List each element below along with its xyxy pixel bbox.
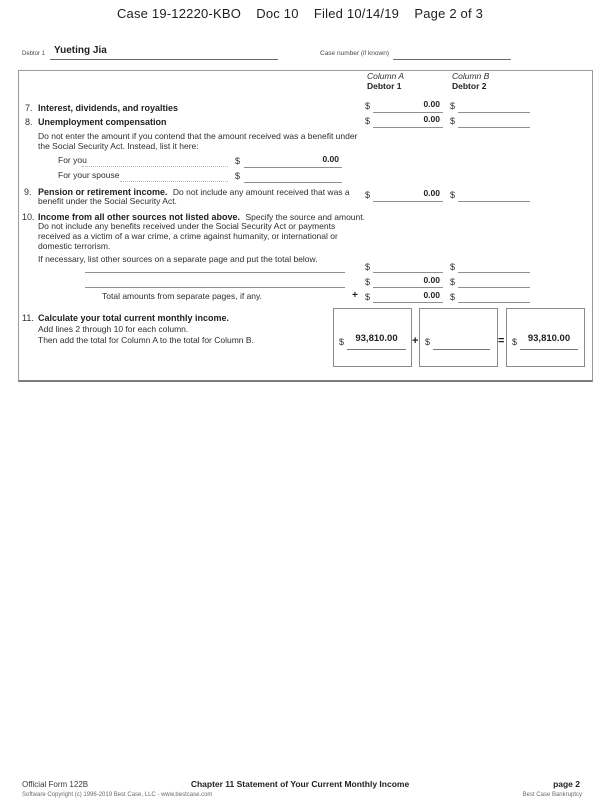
line10-number: 10. <box>22 212 35 222</box>
line8-title: Unemployment compensation <box>38 117 167 127</box>
case-number-field <box>393 59 511 60</box>
line11-sub1: Add lines 2 through 10 for each column. <box>38 324 189 334</box>
line9-title-rest2: benefit under the Social Security Act. <box>38 196 177 206</box>
column-a-subtitle: Debtor 1 <box>367 81 402 91</box>
source1-col-b-field <box>458 260 530 273</box>
source2-col-b-dollar: $ <box>450 277 456 287</box>
line10-rest2: Do not include any benefits received under the Social Security Act or payments <box>38 221 336 231</box>
source2-col-a-dollar: $ <box>365 277 371 287</box>
line10-note: If necessary, list other sources on a separate page and put the total below. <box>38 254 318 264</box>
line11-sub2: Then add the total for Column A to the total for Column B. <box>38 335 254 345</box>
total-col-b-dollar: $ <box>450 292 456 302</box>
total-box-combined-field: 93,810.00 <box>520 333 578 350</box>
line9-title-bold: Pension or retirement income. <box>38 187 168 197</box>
line7-col-a-field: 0.00 <box>373 99 443 113</box>
line10-title-rest1: Specify the source and amount. <box>245 212 365 222</box>
source1-col-a-dollar: $ <box>365 262 371 272</box>
line11-number: 11. <box>22 313 34 323</box>
for-spouse-source-line <box>120 181 228 182</box>
for-you-label: For you <box>58 155 87 165</box>
for-spouse-dollar: $ <box>235 171 241 181</box>
debtor-name-underline <box>50 59 278 60</box>
source2-field <box>85 287 345 288</box>
total-box-combined-dollar: $ <box>512 337 518 347</box>
separate-pages-total-label: Total amounts from separate pages, if any. <box>102 291 263 301</box>
footer-copyright: Software Copyright (c) 1996-2019 Best Case, LLC - www.bestcase.com <box>22 792 213 798</box>
total-box-a-field: 93,810.00 <box>347 333 406 350</box>
total-box-b-field <box>433 333 490 350</box>
for-spouse-amount-field <box>244 169 342 183</box>
line8-note-line1: Do not enter the amount if you contend that the amount received was a benefit under <box>38 131 358 141</box>
source2-col-b-field <box>458 275 530 288</box>
line8-col-b-field <box>458 114 530 128</box>
line10-title-bold: Income from all other sources not listed above. <box>38 212 241 222</box>
column-a-title: Column A <box>367 71 405 81</box>
line8-col-b-dollar: $ <box>450 116 456 126</box>
for-you-source-line <box>82 166 228 167</box>
footer-page-number: page 2 <box>553 779 580 789</box>
line9-number: 9. <box>24 187 32 197</box>
line8-col-a-dollar: $ <box>365 116 371 126</box>
line7-col-a-dollar: $ <box>365 101 371 111</box>
source1-field <box>85 272 345 273</box>
source2-col-a-field: 0.00 <box>373 275 443 288</box>
footer-form-title: Chapter 11 Statement of Your Current Monthly Income <box>190 779 410 789</box>
line10-rest3: received as a victim of a war crime, a crime against humanity, or international or <box>38 231 338 241</box>
line8-col-a-field: 0.00 <box>373 114 443 128</box>
column-b-title: Column B <box>452 71 490 81</box>
line9-col-b-dollar: $ <box>450 190 456 200</box>
box-equals-sign: = <box>498 335 505 347</box>
line7-number: 7. <box>25 103 33 113</box>
line10-rest4: domestic terrorism. <box>38 241 111 251</box>
total-box-b-dollar: $ <box>425 337 431 347</box>
for-spouse-label: For your spouse <box>58 170 120 180</box>
source1-col-b-dollar: $ <box>450 262 456 272</box>
total-col-a-dollar: $ <box>365 292 371 302</box>
line9-col-a-dollar: $ <box>365 190 371 200</box>
line11-title: Calculate your total current monthly income. <box>38 313 230 323</box>
debtor1-name: Yueting Jia <box>54 45 107 56</box>
filing-header: Case 19-12220-KBO Doc 10 Filed 10/14/19 Page 2 of 3 <box>116 6 484 21</box>
line7-col-b-field <box>458 99 530 113</box>
total-box-a-dollar: $ <box>339 337 345 347</box>
line9-title-rest1: Do not include any amount received that was a <box>172 187 350 197</box>
footer-form-number: Official Form 122B <box>22 780 89 789</box>
total-col-b-field <box>458 290 530 303</box>
line7-title: Interest, dividends, and royalties <box>38 103 179 113</box>
plus-sign: + <box>352 290 358 301</box>
case-number-label: Case number (if known) <box>320 50 389 57</box>
for-you-dollar: $ <box>235 156 241 166</box>
for-you-amount-field: 0.00 <box>244 154 342 168</box>
column-b-subtitle: Debtor 2 <box>452 81 487 91</box>
line8-number: 8. <box>25 117 33 127</box>
line7-col-b-dollar: $ <box>450 101 456 111</box>
line8-note-line2: the Social Security Act. Instead, list it here: <box>38 141 199 151</box>
line9-col-b-field <box>458 188 530 202</box>
footer-brand: Best Case Bankruptcy <box>522 792 582 798</box>
source1-col-a-field <box>373 260 443 273</box>
debtor1-label: Debtor 1 <box>22 51 46 57</box>
total-col-a-field: 0.00 <box>373 290 443 303</box>
box-plus-sign: + <box>412 335 419 347</box>
line9-col-a-field: 0.00 <box>373 188 443 202</box>
